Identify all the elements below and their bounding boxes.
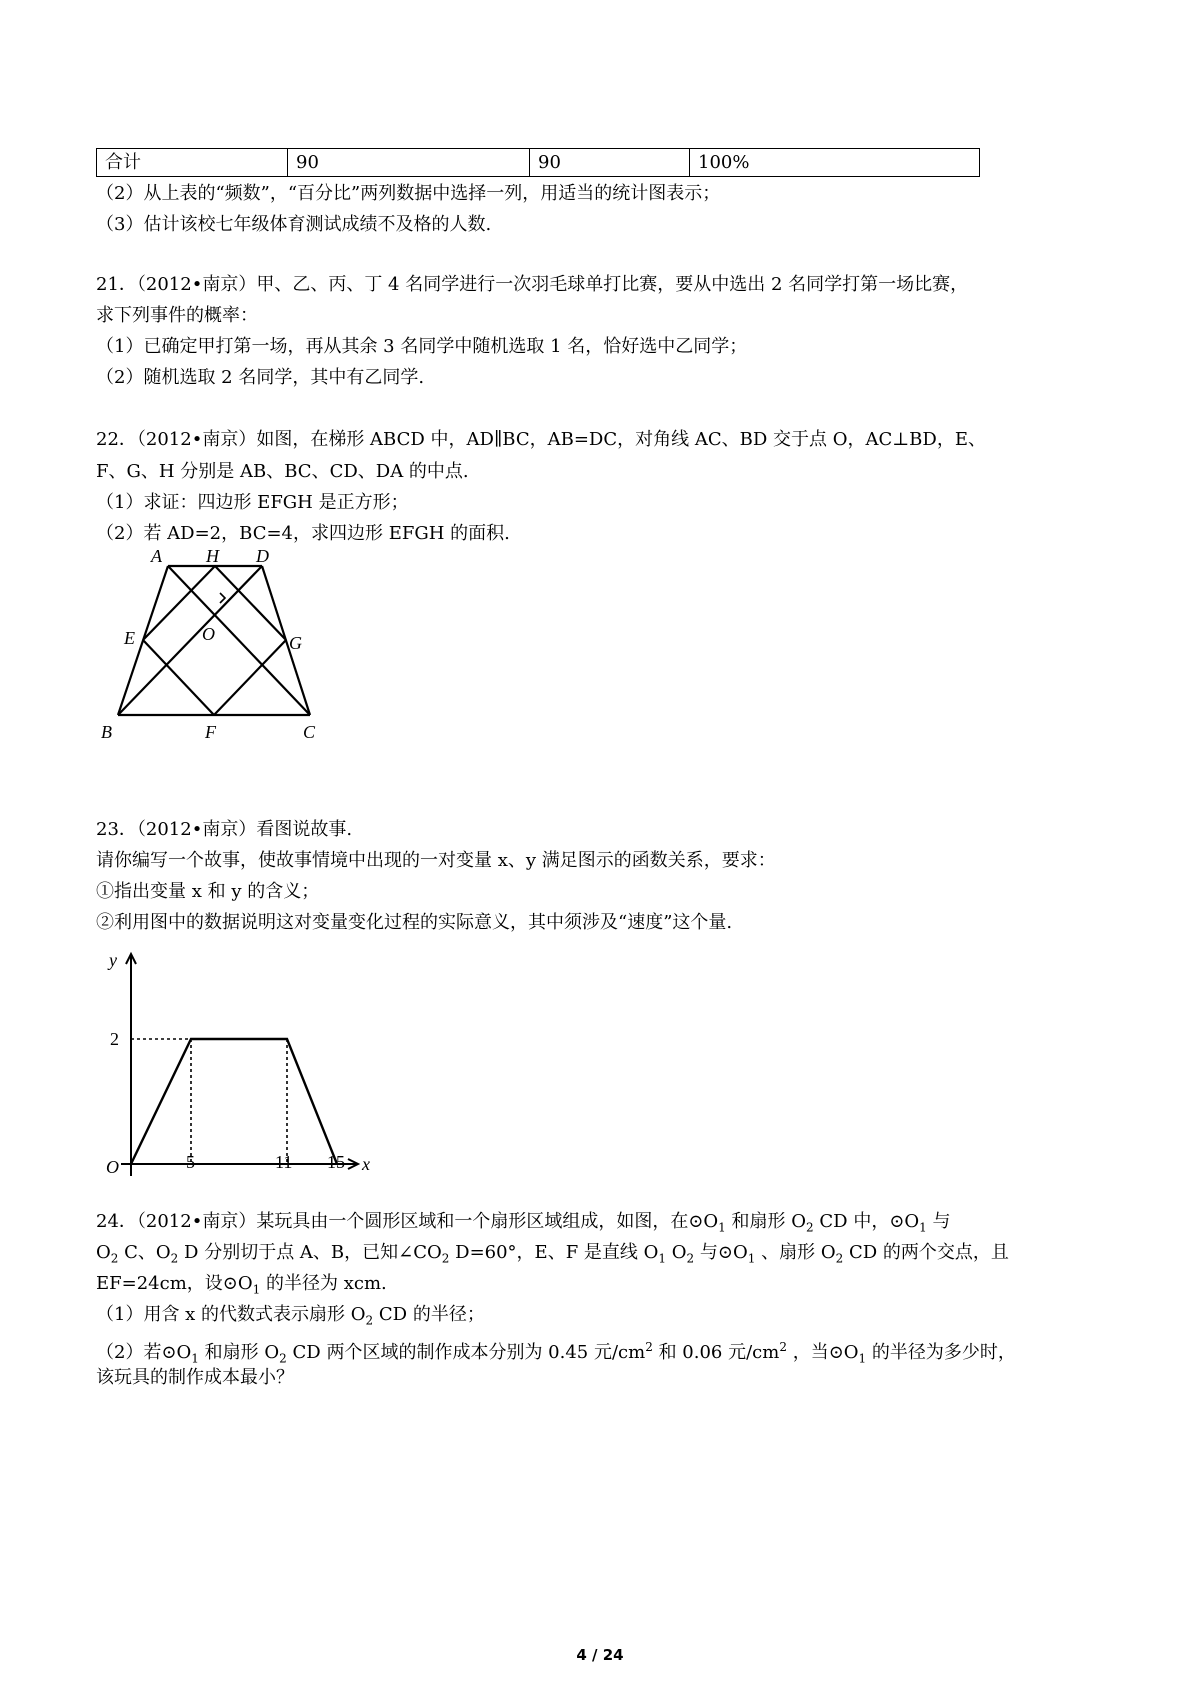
table-cell-percent: 100% <box>690 149 980 177</box>
label-b: B <box>101 722 112 742</box>
function-graph <box>96 944 386 1176</box>
q24-line2: $O_2$ C、$O_2$ D 分别切于点 A、B，已知$\angle CO_2$ D=60°，E、F 是直线 $O_1$ $O_2$ 与$⊙O_1$ 、扇形 $O_2$ CD 的两个交点，且 <box>96 1242 1009 1266</box>
table-cell-label: 合计 <box>97 149 288 177</box>
trapezoid-figure <box>96 548 356 778</box>
x-tick-11: 11 <box>275 1152 293 1172</box>
label-o: O <box>202 624 215 644</box>
label-a: A <box>151 548 162 566</box>
q21-line2: 求下列事件的概率： <box>96 305 258 326</box>
page-number: 4 / 24 <box>576 1646 624 1664</box>
x-tick-15: 15 <box>327 1152 345 1172</box>
q20-part2: （2）从上表的“频数”，“百分比”两列数据中选择一列，用适当的统计图表示； <box>96 183 721 204</box>
label-f: F <box>205 722 216 742</box>
q21-part2: （2）随机选取 2 名同学，其中有乙同学. <box>96 367 425 388</box>
q22-part2: （2）若 AD=2，BC=4，求四边形 EFGH 的面积. <box>96 523 510 544</box>
q21-line1: 21．（2012•南京）甲、乙、丙、丁 4 名同学进行一次羽毛球单打比赛，要从中选出 2 名同学打第一场比赛， <box>96 274 969 295</box>
q23-line1: 23．（2012•南京）看图说故事. <box>96 819 353 840</box>
table-cell-frequency: 90 <box>530 149 690 177</box>
table-row <box>97 149 980 177</box>
label-e: E <box>124 628 135 648</box>
q24-part3: 该玩具的制作成本最小？ <box>96 1367 294 1388</box>
q24-part1: （1）用含 x 的代数式表示扇形 $O_2$ CD 的半径； <box>96 1304 485 1328</box>
q23-line2: 请你编写一个故事，使故事情境中出现的一对变量 x、y 满足图示的函数关系，要求： <box>96 850 776 871</box>
frequency-table <box>96 148 980 177</box>
x-axis-label: x <box>362 1154 370 1174</box>
table-cell-count: 90 <box>288 149 530 177</box>
q23-part1: ①指出变量 x 和 y 的含义； <box>96 881 320 902</box>
label-g: G <box>289 633 302 653</box>
q20-part3: （3）估计该校七年级体育测试成绩不及格的人数. <box>96 214 492 235</box>
q22-part1: （1）求证：四边形 EFGH 是正方形； <box>96 492 409 513</box>
q22-line2: F、G、H 分别是 AB、BC、CD、DA 的中点. <box>96 461 469 482</box>
q22-line1: 22．（2012•南京）如图，在梯形 ABCD 中，AD∥BC，AB=DC，对角线 AC、BD 交于点 O，AC⊥BD，E、 <box>96 429 986 450</box>
origin-label: O <box>106 1157 119 1176</box>
q24-line3: EF=24cm，设$⊙O_1$ 的半径为 xcm. <box>96 1273 387 1297</box>
label-h: H <box>206 548 219 566</box>
q23-part2: ②利用图中的数据说明这对变量变化过程的实际意义，其中须涉及“速度”这个量. <box>96 912 733 933</box>
y-axis-label: y <box>109 950 117 970</box>
label-d: D <box>256 548 269 566</box>
q21-part1: （1）已确定甲打第一场，再从其余 3 名同学中随机选取 1 名，恰好选中乙同学； <box>96 336 748 357</box>
q24-part2: （2）若$⊙O_1$ 和扇形 $O_2$ CD 两个区域的制作成本分别为 0.45 元$/cm^2$ 和 0.06 元$/cm^2$ ，当$⊙O_1$ 的半径为多少时， <box>96 1340 1016 1366</box>
q24-line1: 24．（2012•南京）某玩具由一个圆形区域和一个扇形区域组成，如图，在$⊙O_1$ 和扇形 $O_2$ CD 中，$⊙O_1$ 与 <box>96 1211 951 1235</box>
y-tick-2: 2 <box>110 1029 119 1049</box>
x-tick-5: 5 <box>186 1152 195 1172</box>
label-c: C <box>303 722 316 742</box>
